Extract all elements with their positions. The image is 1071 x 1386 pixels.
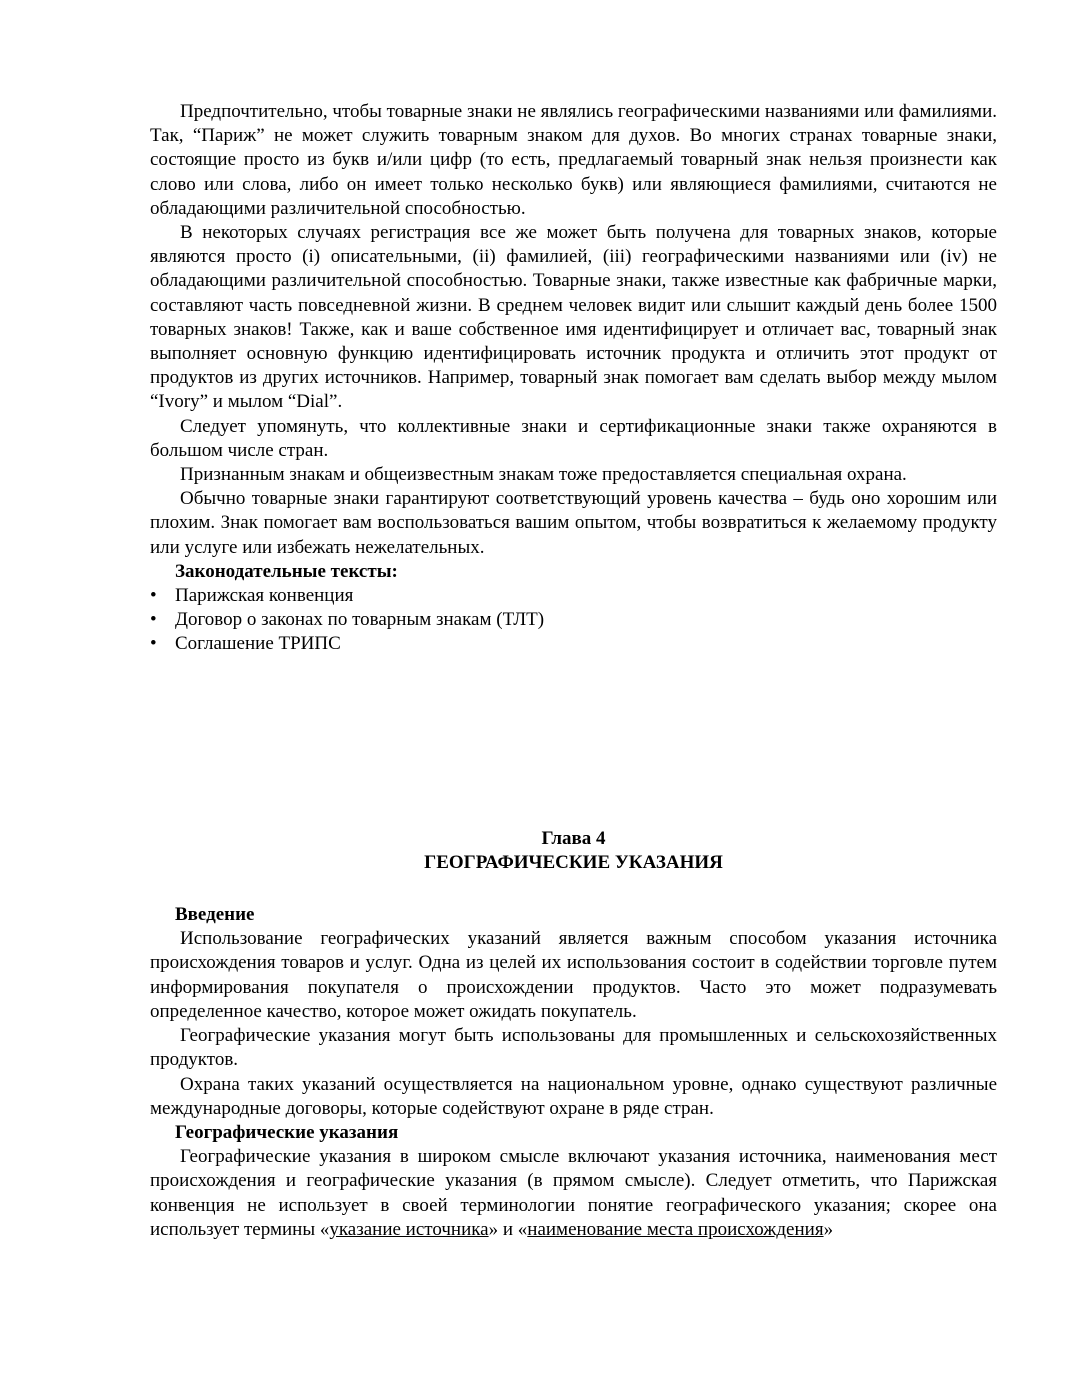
paragraph-text: » <box>823 1218 834 1240</box>
term-link: указание источника <box>329 1218 489 1240</box>
chapter-heading <box>150 827 997 875</box>
paragraph: В некоторых случаях регистрация все же может быть получена для товарных знаков, которые являются просто (i) описательными, (ii) фамилией, (iii) географическими названиями или (iv) не обладающими различительной способностью. Товарные знаки, также известные как фабричные марки, составляют часть повседневной жизни. В среднем человек видит или слышит каждый день более 1500 товарных знаков! Также, как и ваше собственное имя идентифицирует и отличает вас, товарный знак выполняет основную функцию идентифицировать источник продукта и отличить этот продукт от продуктов из других источников. Например, товарный знак помогает вам сделать выбор между мылом “Ivory” и мылом “Dial”. <box>150 222 997 413</box>
intro-heading: Введение <box>175 904 255 926</box>
list-item: • Соглашение ТРИПС <box>150 632 997 656</box>
gi-heading: Географические указания <box>175 1121 399 1143</box>
list-item: • Договор о законах по товарным знакам (ТЛТ) <box>150 608 997 632</box>
paragraph <box>150 1145 997 1242</box>
list-item: • Парижская конвенция <box>150 584 997 608</box>
term-link: наименование места происхождения <box>527 1218 824 1240</box>
paragraph: Географические указания могут быть использованы для промышленных и сельскохозяйственных продуктов. <box>150 1025 997 1071</box>
paragraph: Охрана таких указаний осуществляется на национальном уровне, однако существуют различные международные договоры, которые содействуют охране в ряде стран. <box>150 1073 997 1119</box>
paragraph-text: Географические указания в широком смысле включают указания источника, наименования мест происхождения и географические указания (в прямом смысле). Следует отметить, что Парижская конвенция не использует в своей терминологии понятие географического указания; скорее она использует термины « <box>150 1146 997 1240</box>
paragraph: Использование географических указаний является важным способом указания источника происхождения товаров и услуг. Одна из целей их использования состоит в содействии торговле путем информирования покупателя о происхождении продуктов. Часто это может подразумевать определенное качество, которое может ожидать покупатель. <box>150 928 997 1022</box>
chapter-number: Глава 4 <box>541 827 606 849</box>
chapter-title: ГЕОГРАФИЧЕСКИЕ УКАЗАНИЯ <box>424 851 723 873</box>
paragraph-text: » и « <box>488 1218 528 1240</box>
paragraph: Обычно товарные знаки гарантируют соответствующий уровень качества – будь оно хорошим или плохим. Знак помогает вам воспользоваться вашим опытом, чтобы возвратиться к желаемому продукту или услуге или избежать нежелательных. <box>150 488 997 558</box>
laws-list <box>150 584 997 657</box>
paragraph: Признанным знакам и общеизвестным знакам тоже предоставляется специальная охрана. <box>180 464 907 486</box>
document-page <box>150 100 997 1242</box>
paragraph: Следует упомянуть, что коллективные знаки и сертификационные знаки также охраняются в большом числе стран. <box>150 415 997 461</box>
paragraph: Предпочтительно, чтобы товарные знаки не являлись географическими названиями или фамилиями. Так, “Париж” не может служить товарным знаком для духов. Во многих странах товарные знаки, состоящие просто из букв и/или цифр (то есть, предлагаемый товарный знак нельзя произнести как слово или слова, либо он имеет только несколько букв) или являющиеся фамилиями, считаются не обладающими различительной способностью. <box>150 101 997 219</box>
laws-heading: Законодательные тексты: <box>175 560 398 582</box>
